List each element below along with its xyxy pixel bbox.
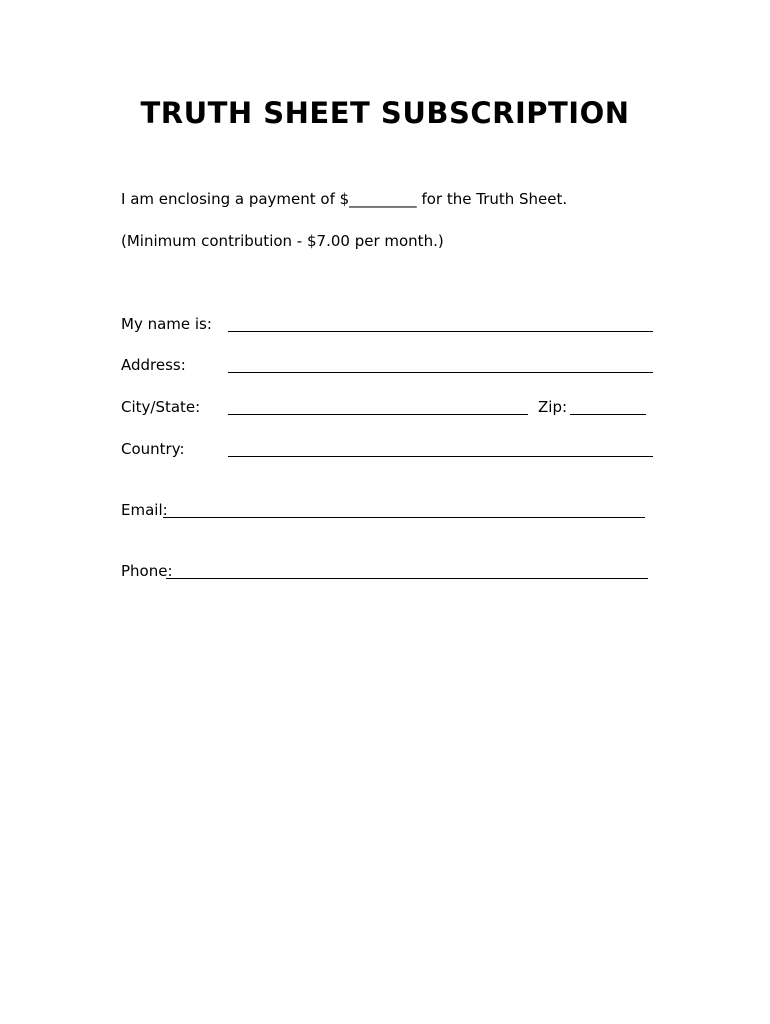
city-state-label: City/State: [121, 398, 201, 416]
address-label: Address: [121, 356, 186, 374]
phone-label: Phone: [121, 562, 173, 580]
minimum-contribution-note: (Minimum contribution - $7.00 per month.) [121, 232, 444, 250]
phone-field-line[interactable] [166, 578, 648, 579]
city-state-field-line[interactable] [228, 414, 528, 415]
page-title: TRUTH SHEET SUBSCRIPTION [140, 96, 630, 130]
country-label: Country: [121, 440, 185, 458]
name-field-line[interactable] [228, 331, 653, 332]
zip-label: Zip: [538, 398, 568, 416]
email-field-line[interactable] [163, 517, 645, 518]
payment-statement: I am enclosing a payment of $_________ for the Truth Sheet. [121, 190, 568, 208]
country-field-line[interactable] [228, 456, 653, 457]
address-field-line[interactable] [228, 372, 653, 373]
zip-field-line[interactable] [570, 414, 646, 415]
name-label: My name is: [121, 315, 212, 333]
email-label: Email: [121, 501, 168, 519]
